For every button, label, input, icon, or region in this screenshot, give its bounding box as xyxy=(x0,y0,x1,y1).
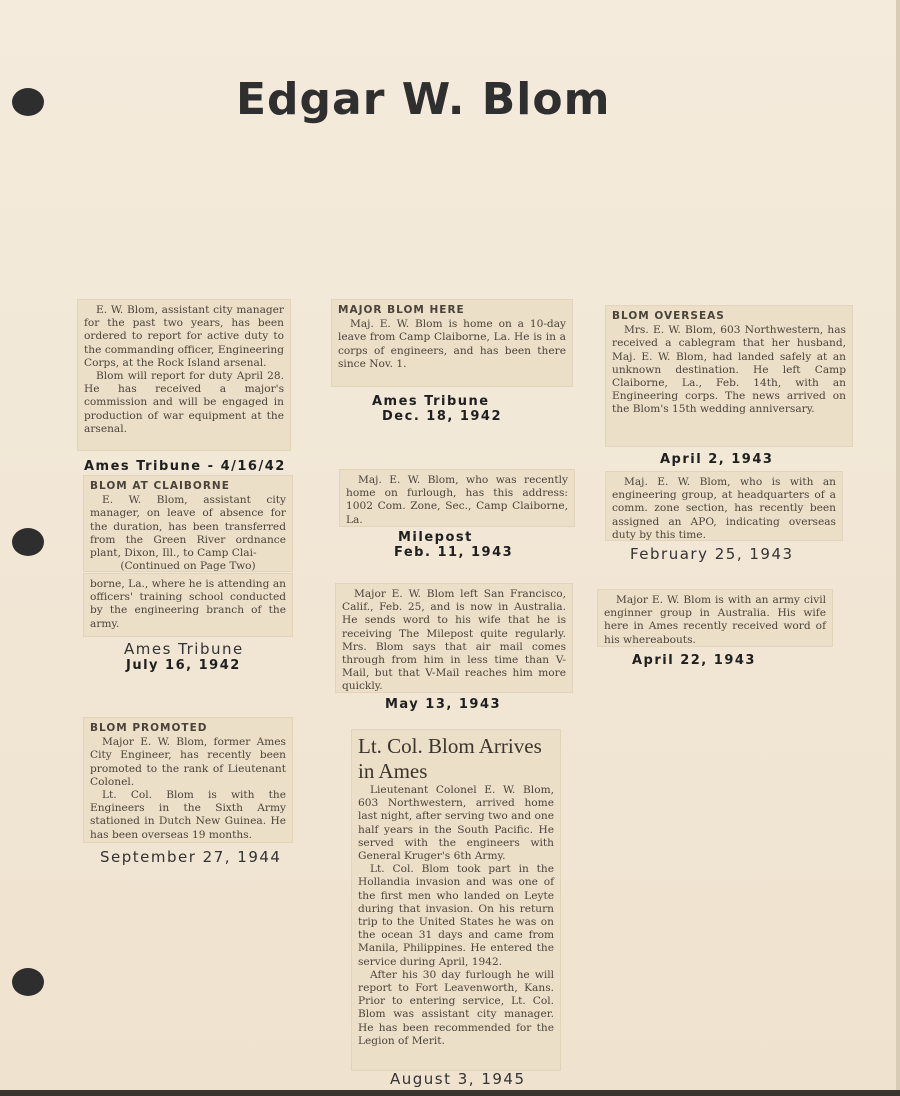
clipping-arrives-in-ames xyxy=(352,730,560,1070)
clipping-paragraph: Mrs. E. W. Blom, 603 Northwestern, has received a cablegram that her husband, Maj. E. W. Blom, had landed safely at an unknown destination. He left Camp Claiborne, La., Feb. 14th, with an Engineering corps. The news arrived on the Blom's 15th wedding anniversary. xyxy=(612,324,846,416)
annotation-date: February 25, 1943 xyxy=(630,545,794,563)
binder-hole xyxy=(12,528,44,556)
page-title: Edgar W. Blom xyxy=(236,74,611,125)
annotation-date: April 2, 1943 xyxy=(660,452,774,467)
clipping-australia-milepost xyxy=(336,584,572,692)
annotation-date: Feb. 11, 1943 xyxy=(394,545,514,560)
clipping-paragraph: Major E. W. Blom left San Francisco, Calif., Feb. 25, and is now in Australia. He sends word to his wife that he is receiving The Milepost quite regularly. Mrs. Blom says that air mail comes through from him in less time than V-Mail, but that V-Mail reaches him more quickly. xyxy=(342,588,566,693)
clipping-headline: MAJOR BLOM HERE xyxy=(338,304,465,316)
clipping-paragraph: E. W. Blom, assistant city manager for the past two years, has been ordered to report for active duty to the commanding officer, Engineering Corps, at the Rock Island arsenal. xyxy=(84,304,284,369)
annotation-date: July 16, 1942 xyxy=(126,658,241,673)
clipping-apo-assigned xyxy=(606,472,842,540)
clipping-blom-promoted xyxy=(84,718,292,842)
clipping-paragraph: Maj. E. W. Blom is home on a 10-day leave from Camp Claiborne, La. He is in a corps of engineers, and has been there since Nov. 1. xyxy=(338,318,566,370)
annotation-date: May 13, 1943 xyxy=(385,697,502,712)
clipping-paragraph: Maj. E. W. Blom, who was recently home on furlough, has this address: 1002 Com. Zone, Sec., Camp Claiborne, La. xyxy=(346,474,568,526)
clipping-continuation xyxy=(84,574,292,636)
annotation-date: August 3, 1945 xyxy=(390,1070,526,1088)
clipping-paragraph: Lt. Col. Blom took part in the Hollandia invasion and was one of the first men who landed on Leyte during that invasion. On his return trip to the United States he was on the ocean 31 days and came from Manila, Philippines. He entered the service during April, 1942. xyxy=(358,863,554,968)
binder-hole xyxy=(12,968,44,996)
clipping-major-blom-here xyxy=(332,300,572,386)
annotation-date: September 27, 1944 xyxy=(100,848,282,866)
clipping-active-duty xyxy=(78,300,290,450)
clipping-paragraph: Major E. W. Blom is with an army civil enginner group in Australia. His wife here in Ames recently received word of his whereabouts. xyxy=(604,594,826,646)
clipping-paragraph: Maj. E. W. Blom, who is with an engineering group, at headquarters of a comm. zone section, has recently been assigned an APO, indicating overseas duty by this time. xyxy=(612,476,836,541)
annotation-date: April 22, 1943 xyxy=(632,653,756,668)
clipping-civil-engineer-group xyxy=(598,590,832,646)
clipping-blom-overseas xyxy=(606,306,852,446)
clipping-furlough-address xyxy=(340,470,574,526)
clipping-paragraph: Lieutenant Colonel E. W. Blom, 603 Northwestern, arrived home last night, after serving two and one half years in the South Pacific. He served with the engineers with General Kruger's 6th Army. xyxy=(358,784,554,863)
clipping-paragraph: Blom will report for duty April 28. He has received a major's commission and will be engaged in production of war equipment at the arsenal. xyxy=(84,370,284,435)
annotation-source-date: Ames Tribune - 4/16/42 xyxy=(84,459,286,474)
binder-hole xyxy=(12,88,44,116)
clipping-paragraph: E. W. Blom, assistant city manager, on leave of absence for the duration, has been transferred from the Green River ordnance plant, Dixon, Ill., to Camp Clai- xyxy=(90,494,286,560)
page-edge xyxy=(896,0,900,1096)
page-edge xyxy=(0,1090,900,1096)
annotation-source: Ames Tribune xyxy=(124,640,244,658)
clipping-paragraph: Lt. Col. Blom is with the Engineers in the Sixth Army stationed in Dutch New Guinea. He has been overseas 19 months. xyxy=(90,789,286,841)
clipping-paragraph: borne, La., where he is attending an officers' training school conducted by the engineering branch of the army. xyxy=(90,578,286,630)
clipping-paragraph: After his 30 day furlough he will report to Fort Leavenworth, Kans. Prior to entering service, Lt. Col. Blom was assistant city manager. He has been recommended for the Legion of Merit. xyxy=(358,968,554,1047)
clipping-headline: Lt. Col. Blom Arrives in Ames xyxy=(358,734,542,783)
continued-note: (Continued on Page Two) xyxy=(120,560,256,573)
clipping-headline: BLOM AT CLAIBORNE xyxy=(90,480,230,492)
clipping-paragraph: Major E. W. Blom, former Ames City Engineer, has recently been promoted to the rank of Lieutenant Colonel. xyxy=(90,736,286,788)
clipping-blom-at-claiborne xyxy=(84,476,292,571)
annotation-source: Ames Tribune xyxy=(372,394,490,409)
clipping-headline: BLOM OVERSEAS xyxy=(612,310,725,322)
annotation-date: Dec. 18, 1942 xyxy=(382,409,503,424)
annotation-source: Milepost xyxy=(398,530,473,545)
clipping-headline: BLOM PROMOTED xyxy=(90,722,208,734)
